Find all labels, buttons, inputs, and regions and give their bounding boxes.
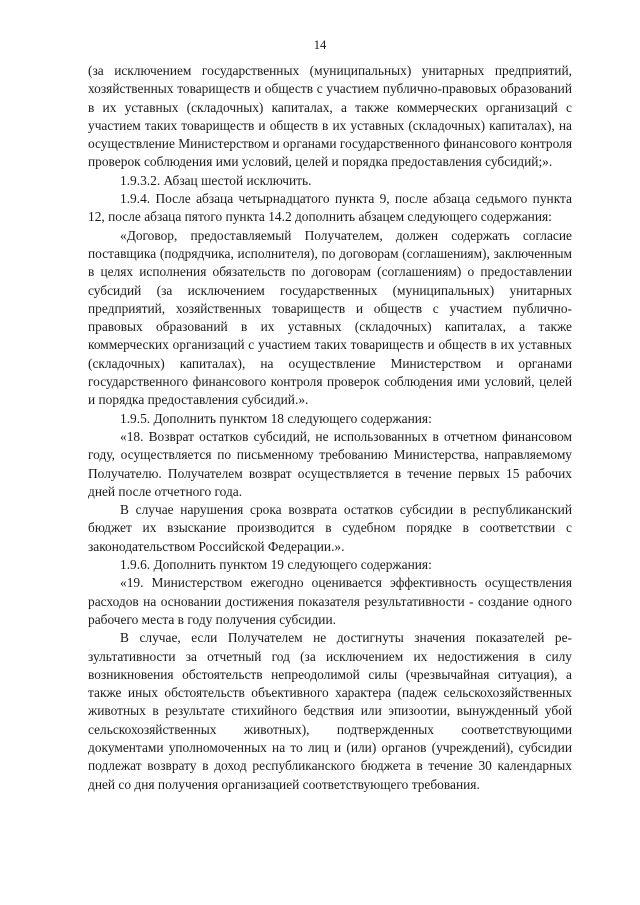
paragraph: В случае нарушения срока возврата остатков субсидии в республиканский бюджет их взыскание производится в судебном порядке в соответствии с законодательством Российской Федерации.». [88, 502, 572, 554]
paragraph: «Договор, предоставляемый Получателем, должен содержать согласие поставщика (подрядчика, исполнителя), по договорам (соглашениям), заключенным в целях исполнения обязательств по договорам (соглашениям) о предоставлении субсидий (за исключением государственных (муниципальных) унитарных предприятий, хозяйственных товариществ и обществ с участием публично-правовых образований в их уставных (складочных) капиталах, а также коммерческих организаций с участием таких товариществ и обществ в их уставных (складочных) капиталах), на осуществление Министерством и органами государственного финансового контроля проверок соблюдения ими условий, целей и порядка предоставления субсидий.». [88, 227, 572, 408]
page-number: 14 [313, 38, 327, 52]
paragraph: «18. Возврат остатков субсидий, не использованных в отчетном финансовом году, осуществляется по письменному требованию Министерства, направляемому Получателю. Получателем возврат осуществляется в течение первых 15 рабочих дней после отчетного года. [88, 428, 572, 499]
paragraph: 1.9.3.2. Абзац шестой исключить. [120, 172, 312, 188]
paragraph: «19. Министерством ежегодно оценивается эффективность осуществления расходов на основании достижения показателя результативности - создание одного рабочего места в году получения субсидии. [88, 575, 572, 627]
paragraph: 1.9.4. После абзаца четырнадцатого пункта 9, после абзаца седьмого пункта 12, после абзаца пятого пункта 14.2 дополнить абзацем следующего содержания: [88, 191, 572, 225]
paragraph: 1.9.6. Дополнить пунктом 19 следующего содержания: [120, 557, 432, 573]
paragraph: В случае, если Получателем не достигнуты значения показателей результативности за отчетный год (за исключением их недостижения в силу возникновения обстоятельств непреодолимой силы (чрезвычайная ситуация), а также иных обстоятельств объективного характера (падеж сельскохозяйственных животных в результате стихийного бедствия или эпизоотии, вынужденный убой сельскохозяйственных животных), подтвержденных соответствующими документами уполномоченных на то лиц и (или) органов (учреждений), субсидии подлежат возврату в доход республиканского бюджета в течение 30 календарных дней со дня получения организацией соответствующего требования. [88, 630, 572, 792]
body-text [88, 62, 572, 794]
paragraph: 1.9.5. Дополнить пунктом 18 следующего содержания: [120, 410, 432, 426]
paragraph: (за исключением государственных (муниципальных) унитарных предприятий, хозяйственных товариществ и обществ с участием публично-правовых образований в их уставных (складочных) капиталах, а также коммерческих организаций с участием таких товариществ и обществ в их уставных (складочных) капиталах), на осуществление Министерством и органами государственного финансового контроля проверок соблюдения ими условий, целей и порядка предоставления субсидий;». [88, 63, 572, 170]
